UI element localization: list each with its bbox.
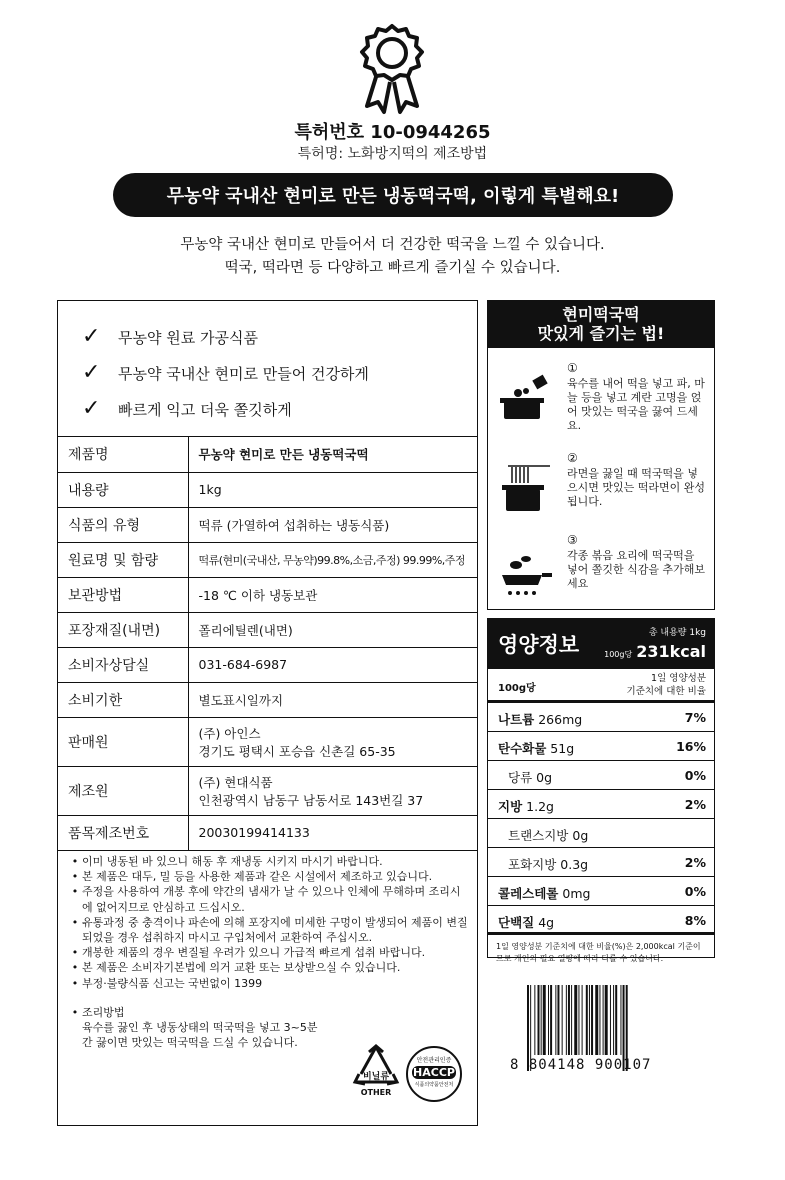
nutrient-row: 나트륨 266mg 7% [488, 703, 714, 732]
table-row [58, 577, 477, 612]
frying-pan-icon [498, 543, 553, 598]
recycle-mark [351, 1044, 401, 1102]
feature-label: 무농약 원료 가공식품 [118, 328, 258, 347]
nutrient-row: 지방 1.2g 2% [488, 790, 714, 819]
recipe-step: ① 육수를 내어 떡을 넣고 파, 마늘 등을 넣고 계란 고명을 얹어 맛있는 떡국을 끓여 드세요. [488, 361, 714, 441]
info-key: 포장재질(내면) [58, 612, 188, 647]
patent-name: 특허명: 노화방지떡의 제조방법 [297, 146, 488, 162]
nutrient-row: 포화지방 0.3g 2% [488, 848, 714, 877]
feature-label: 무농약 국내산 현미로 만들어 건강하게 [118, 364, 369, 383]
award-ribbon-icon [352, 22, 432, 116]
info-key: 제조원 [58, 766, 188, 815]
intro-line-1: 무농약 국내산 현미로 만들어서 더 건강한 떡국을 느낄 수 있습니다. [180, 237, 605, 253]
list-item: • 유통과정 중 충격이나 파손에 의해 포장지에 미세한 구멍이 발생되어 제품이 변질되었을 경우 섭취하지 마시고 구입처에서 교환하여 주십시오. [71, 915, 468, 945]
table-row [58, 472, 477, 507]
feature-item [58, 319, 477, 355]
seller-name: (주) 아인스 [198, 725, 261, 741]
info-key: 소비기한 [58, 682, 188, 717]
recipe-step: ③ 각종 볶음 요리에 떡국떡을 넣어 쫄깃한 식감을 추가해보세요 [488, 533, 714, 613]
list-item: • 개봉한 제품의 경우 변질될 우려가 있으니 가급적 빠르게 섭취 바랍니다. [71, 946, 426, 960]
intro-line-2: 떡국, 떡라면 등 다양하고 빠르게 즐기실 수 있습니다. [224, 260, 561, 276]
nutrition-facts-panel [487, 618, 715, 963]
info-value: 떡류(현미(국내산, 무농약)99.8%,소금,주정) 99.99%,주정 [188, 542, 477, 577]
table-row [58, 647, 477, 682]
maker-address: 인천광역시 남동구 남동서로 143번길 37 [198, 792, 424, 808]
info-key: 식품의 유형 [58, 507, 188, 542]
nutrition-header [488, 619, 714, 669]
nutrient-row: 콜레스테롤 0mg 0% [488, 877, 714, 906]
check-icon: ✓ [82, 324, 101, 349]
nutrient-row: 탄수화물 51g 16% [488, 732, 714, 761]
list-item: • 주정을 사용하여 개봉 후에 약간의 냄새가 날 수 있으나 인체에 무해하며 조리시에 없어지므로 안심하고 드십시오. [71, 885, 461, 914]
table-row [58, 437, 477, 472]
info-value: 20030199414133 [188, 815, 477, 850]
info-value: -18 ℃ 이하 냉동보관 [188, 577, 477, 612]
nutrition-title: 영양정보 [498, 633, 580, 657]
table-row [58, 815, 477, 850]
feature-item [58, 355, 477, 391]
recipe-title: 현미떡국떡 맛있게 즐기는 법! [488, 301, 714, 348]
recipe-panel [487, 300, 715, 610]
cooking-method-title: • 조리방법 [71, 1005, 125, 1019]
info-key: 소비자상담실 [58, 647, 188, 682]
feature-item [58, 391, 477, 427]
nutrition-footnote: 1일 영양성분 기준치에 대한 비율(%)은 2,000kcal 기준이므로 개인의 필요 열량에 따라 다를 수 있습니다. [496, 942, 701, 963]
info-value: 031-684-6987 [188, 647, 477, 682]
info-value: 1kg [188, 472, 477, 507]
recycle-label: 비닐류 [362, 1072, 390, 1082]
calories: 100g당 231kcal [604, 642, 706, 661]
check-icon: ✓ [82, 396, 101, 421]
barcode-number: 8 804148 900107 [510, 1057, 652, 1073]
table-row [58, 766, 477, 815]
total-content: 총 내용량 1kg [648, 628, 706, 638]
recipe-step-text: 라면을 끓일 때 떡국떡을 넣으시면 맛있는 떡라면이 완성됩니다. [567, 467, 706, 508]
seller-address: 경기도 평택시 포승읍 신촌길 65-35 [198, 743, 396, 759]
info-key: 품목제조번호 [58, 815, 188, 850]
recipe-step: ② 라면을 끓일 때 떡국떡을 넣으시면 맛있는 떡라면이 완성됩니다. [488, 451, 714, 531]
recipe-step-text: 각종 볶음 요리에 떡국떡을 넣어 쫄깃한 식감을 추가해보세요 [567, 549, 706, 590]
nutrient-row: 트랜스지방 0g [488, 819, 714, 848]
nutrient-row: 당류 0g 0% [488, 761, 714, 790]
list-item: • 이미 냉동된 바 있으니 해동 후 재냉동 시키지 마시기 바랍니다. [71, 855, 383, 868]
info-value: 떡류 (가열하여 섭취하는 냉동식품) [188, 507, 477, 542]
caution-notes [68, 854, 468, 1050]
info-value: 폴리에틸렌(내면) [188, 612, 477, 647]
list-item: • 부정·불량식품 신고는 국번없이 1399 [71, 976, 263, 990]
info-key: 원료명 및 함량 [58, 542, 188, 577]
table-row [58, 507, 477, 542]
list-item: • 본 제품은 소비자기본법에 의거 교환 또는 보상받으실 수 있습니다. [71, 961, 401, 975]
feature-label: 빠르게 익고 더욱 쫄깃하게 [118, 400, 292, 419]
info-key: 제품명 [58, 437, 188, 472]
nutrition-subheader: 100g당 1일 영양성분 기준치에 대한 비율 [488, 669, 714, 703]
table-row [58, 682, 477, 717]
recipe-step-text: 육수를 내어 떡을 넣고 파, 마늘 등을 넣고 계란 고명을 얹어 맛있는 떡국을 끓여 드세요. [567, 377, 705, 432]
recycle-sub: OTHER [360, 1088, 392, 1097]
table-row [58, 542, 477, 577]
maker-name: (주) 현대식품 [198, 774, 273, 790]
info-key: 판매원 [58, 717, 188, 766]
check-icon: ✓ [82, 360, 101, 385]
info-value: 별도표시일까지 [188, 682, 477, 717]
nutrient-row: 단백질 4g 8% [488, 906, 714, 935]
haccp-badge: 안전관리인증 HACCP 식품의약품안전처 [406, 1046, 462, 1102]
product-info-panel [57, 300, 478, 1126]
product-info-table [58, 437, 477, 851]
info-value: 무농약 현미로 만든 냉동떡국떡 [188, 437, 477, 472]
info-value [188, 717, 477, 766]
pot-pouring-icon [498, 371, 553, 426]
list-item: • 본 제품은 대두, 밀 등을 사용한 제품과 같은 시설에서 제조하고 있습니다. [71, 870, 433, 884]
info-key: 보관방법 [58, 577, 188, 612]
info-key: 내용량 [58, 472, 188, 507]
patent-number: 특허번호 10-0944265 [294, 122, 491, 143]
info-value [188, 766, 477, 815]
headline-banner: 무농약 국내산 현미로 만든 냉동떡국떡, 이렇게 특별해요! [113, 173, 673, 217]
noodle-pot-icon [498, 461, 553, 516]
table-row [58, 717, 477, 766]
cooking-method-text: 육수를 끓인 후 냉동상태의 떡국떡을 넣고 3~5분간 끓이면 맛있는 떡국떡을 드실 수 있습니다. [82, 1021, 318, 1050]
table-row [58, 612, 477, 647]
feature-list [58, 301, 477, 437]
